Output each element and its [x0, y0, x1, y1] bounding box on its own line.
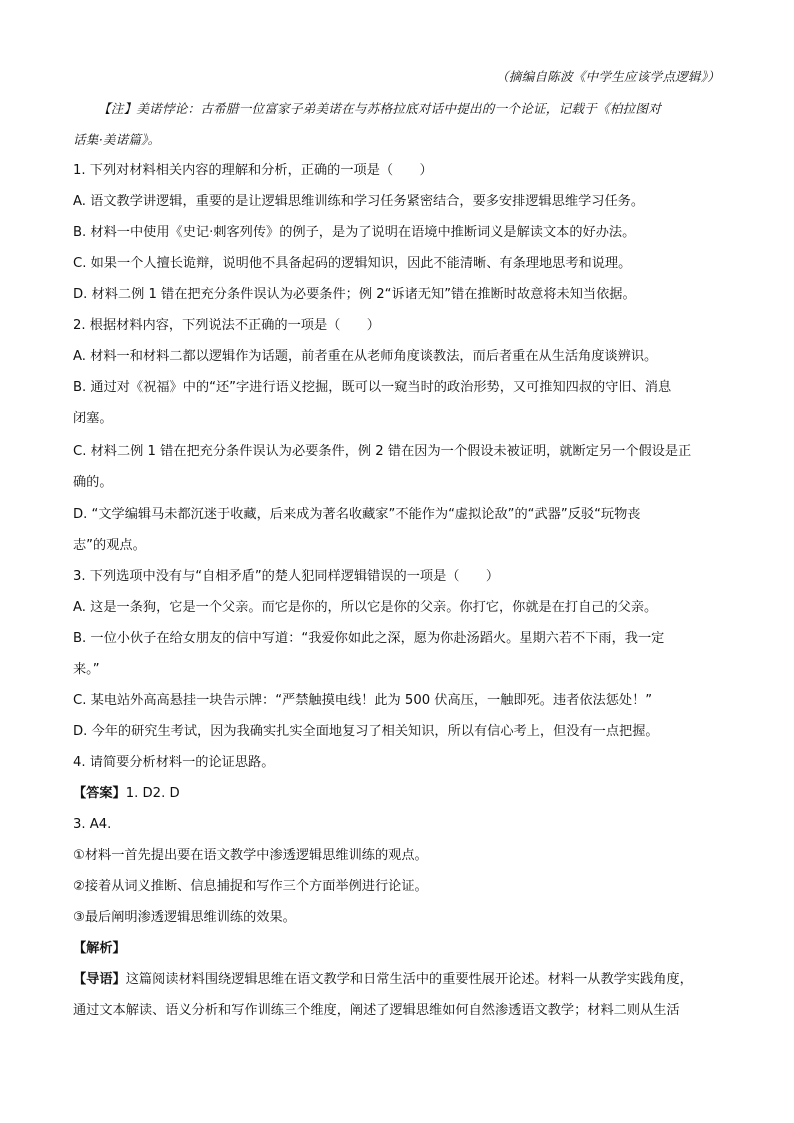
answer-label: 【答案】: [73, 786, 126, 801]
question-3-option-a: A. 这是一条狗，它是一个父亲。而它是你的，所以它是你的父亲。你打它，你就是在打自己的父亲。: [73, 600, 658, 615]
guide-line-2: 通过文本解读、语义分析和写作训练三个维度，阐述了逻辑思维如何自然渗透语文教学；材料二则从生活: [73, 1003, 680, 1018]
question-2-option-a: A. 材料一和材料二都以逻辑作为话题，前者重在从老师角度谈教法，而后者重在从生活角度谈辨识。: [73, 349, 658, 364]
question-3-option-b-line-2: 来。”: [73, 662, 100, 677]
question-1-option-c: C. 如果一个人擅长诡辩，说明他不具备起码的逻辑知识，因此不能清晰、有条理地思考和说理。: [73, 256, 632, 271]
question-3-stem: 3. 下列选项中没有与“自相矛盾”的楚人犯同样逻辑错误的一项是（ ）: [73, 569, 500, 584]
answer-values-1: 1. D2. D: [125, 786, 180, 801]
annotation-line-1: 【注】美诺悖论：古希腊一位富家子弟美诺在与苏格拉底对话中提出的一个论证，记载于《柏拉图对: [98, 101, 661, 116]
question-2-option-b-line-1: B. 通过对《祝福》中的“还”字进行语义挖掘，既可以一窥当时的政治形势，又可推知四叔的守旧、消息: [73, 380, 672, 395]
question-3-option-d: D. 今年的研究生考试，因为我确实扎实全面地复习了相关知识，所以有信心考上，但没有一点把握。: [73, 724, 659, 739]
answer-line-2: 3. A4.: [73, 817, 112, 832]
question-4-stem: 4. 请简要分析材料一的论证思路。: [73, 755, 275, 770]
guide-line-1: [73, 971, 733, 989]
question-3-option-c: C. 某电站外高高悬挂一块告示牌：“严禁触摸电线！此为 500 伏高压，一触即死。违者依法惩处！”: [73, 693, 653, 708]
question-1-option-a: A. 语文教学讲逻辑，重要的是让逻辑思维训练和学习任务紧密结合，要多安排逻辑思维学习任务。: [73, 194, 645, 209]
answer-point-1: ①材料一首先提出要在语文教学中渗透逻辑思维训练的观点。: [73, 848, 428, 863]
answer-point-3: ③最后阐明渗透逻辑思维训练的效果。: [73, 910, 296, 925]
answer-point-2: ②接着从词义推断、信息捕捉和写作三个方面举例进行论证。: [73, 879, 428, 894]
question-2-option-b-line-2: 闭塞。: [73, 411, 113, 426]
answer-line-1: [73, 785, 723, 803]
guide-label: 【导语】: [73, 972, 126, 987]
question-2-option-d-line-2: 志”的观点。: [73, 538, 146, 553]
guide-text-1: 这篇阅读材料围绕逻辑思维在语文教学和日常生活中的重要性展开论述。材料一从教学实践角度，: [125, 972, 693, 987]
question-3-option-b-line-1: B. 一位小伙子在给女朋友的信中写道：“我爱你如此之深，愿为你赴汤蹈火。星期六若不下雨，我一定: [73, 631, 665, 646]
question-2-option-c-line-1: C. 材料二例 1 错在把充分条件误认为必要条件，例 2 错在因为一个假设未被证明，就断定另一个假设是正: [73, 444, 692, 459]
analysis-label: 【解析】: [73, 941, 126, 956]
question-2-stem: 2. 根据材料内容，下列说法不正确的一项是（ ）: [73, 318, 380, 333]
question-1-option-b: B. 材料一中使用《史记·刺客列传》的例子，是为了说明在语境中推断词义是解读文本的好办法。: [73, 225, 636, 240]
source-note: （摘编自陈波《中学生应该学点逻辑》）: [496, 69, 720, 84]
question-1-option-d: D. 材料二例 1 错在把充分条件误认为必要条件；例 2“诉诸无知”错在推断时故意将未知当依据。: [73, 287, 636, 302]
question-1-stem: 1. 下列对材料相关内容的理解和分析，正确的一项是（ ）: [73, 163, 433, 178]
annotation-line-2: 话集·美诺篇》。: [73, 132, 161, 147]
question-2-option-c-line-2: 确的。: [73, 475, 113, 490]
question-2-option-d-line-1: D. “文学编辑马未都沉迷于收藏，后来成为著名收藏家”不能作为“虚拟论敌”的“武器”反驳“玩物丧: [73, 507, 641, 522]
